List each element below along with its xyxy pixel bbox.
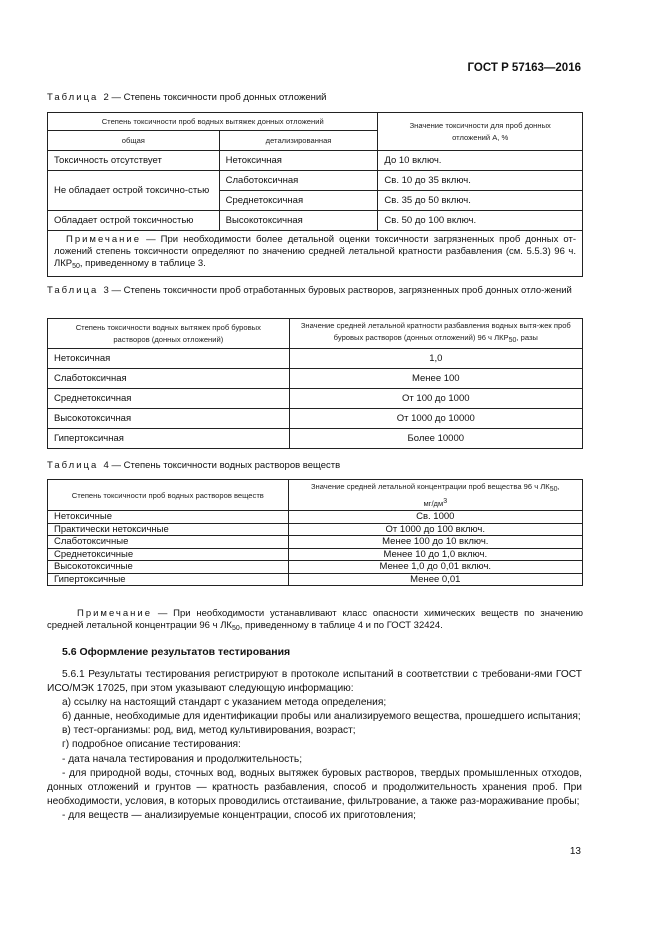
table2-head-value: Значение токсичности для проб донных отложений А, % <box>378 113 583 151</box>
paragraph: 5.6.1 Результаты тестирования регистрируют в протоколе испытаний в соответствии с требовани-ями ГОСТ ИСО/МЭК 17025, при этом указывают следующую информацию: <box>47 669 582 695</box>
table2 <box>47 112 583 277</box>
paragraph: - для природной воды, сточных вод, водных вытяжек буровых растворов, твердых промышленных отходов, донных отложений и грунтов — кратность разбавления, способ и продолжительность хранения проб. При необходимости, условия, в которых проводились отстаивание, фильтрование, а также раз-мораживание пробы; <box>47 767 582 807</box>
table3-head-left: Степень токсичности водных вытяжек проб буровых растворов (донных отложений) <box>48 319 290 349</box>
table-row: Гипертоксичная Более 10000 <box>48 429 583 449</box>
paragraph: в) тест-организмы: род, вид, метод культивирования, возраст; <box>62 725 356 737</box>
table-row: Слаботоксичная Менее 100 <box>48 369 583 389</box>
table-row: Нетоксичные Св. 1000 <box>48 511 583 524</box>
table3-caption: Таблица 3 — Степень токсичности проб отработанных буровых растворов, загрязненных проб донных отло-жений <box>47 285 572 296</box>
table-row: Практически нетоксичные От 1000 до 100 включ. <box>48 523 583 536</box>
table-row: Токсичность отсутствует Нетоксичная До 10 включ. <box>48 151 583 171</box>
table-row: Высокотоксичные Менее 1,0 до 0,01 включ. <box>48 561 583 574</box>
table2-note: Примечание — При необходимости более детальной оценки токсичности загрязненных проб донных от-ложений степень токсичности определяют по значению средней летальной кратности разбавления (см. 5.5.3) 96 ч. $ЛКР_{50}$, приведенному в таблице 3. <box>48 231 583 277</box>
table-row: Нетоксичная 1,0 <box>48 349 583 369</box>
table-row: Среднетоксичная От 100 до 1000 <box>48 389 583 409</box>
table-row: Не обладает острой токсично-стью Слаботоксичная Св. 10 до 35 включ. <box>48 171 583 191</box>
document-id: ГОСТ Р 57163—2016 <box>467 62 581 74</box>
table4-note: Примечание — При необходимости устанавливают класс опасности химических веществ по значению средней летальной концентрации 96 ч $ЛК_{50}$, приведенному в таблице 4 и по ГОСТ 32424. <box>47 608 583 632</box>
table3 <box>47 318 583 449</box>
page-number: 13 <box>569 846 581 857</box>
paragraph: б) данные, необходимые для идентификации пробы или анализируемого вещества, прошедшего испытания; <box>62 711 581 723</box>
table4-caption: Таблица 4 — Степень токсичности водных растворов веществ <box>47 460 341 471</box>
table4 <box>47 479 583 586</box>
section-body <box>47 668 582 823</box>
table4-head-left: Степень токсичности проб водных растворов веществ <box>48 480 289 511</box>
table2-caption: Таблица 2 — Степень токсичности проб донных отложений <box>47 92 327 103</box>
paragraph: - дата начала тестирования и продолжительность; <box>62 753 303 765</box>
table-row: Высокотоксичная От 1000 до 10000 <box>48 409 583 429</box>
paragraph: г) подробное описание тестирования: <box>62 739 241 751</box>
table-row: Среднетоксичные Менее 10 до 1,0 включ. <box>48 548 583 561</box>
section-title: 5.6 Оформление результатов тестирования <box>62 646 291 658</box>
table2-head-general: общая <box>48 131 220 151</box>
paragraph: а) ссылку на настоящий стандарт с указанием метода определения; <box>62 697 387 709</box>
table3-head-right: Значение средней летальной кратности разбавления водных вытя-жек проб буровых растворов (донных отложений) 96 ч $ЛКР_{50}$, разы <box>289 319 582 349</box>
table-row: Среднетоксичная Св. 35 до 50 включ. <box>48 191 583 211</box>
table-row: Обладает острой токсичностью Высокотоксичная Св. 50 до 100 включ. <box>48 211 583 231</box>
table-row: Слаботоксичные Менее 100 до 10 включ. <box>48 536 583 549</box>
table2-head-group: Степень токсичности проб водных вытяжек донных отложений <box>48 113 378 131</box>
table4-head-right: Значение средней летальной концентрации проб вещества 96 ч $ЛК_{50}$, $мг/дм^3$ <box>288 480 582 511</box>
paragraph: - для веществ — анализируемые концентрации, способ их приготовления; <box>62 809 417 821</box>
table2-head-detail: детализированная <box>219 131 378 151</box>
table-row: Гипертоксичные Менее 0,01 <box>48 573 583 586</box>
